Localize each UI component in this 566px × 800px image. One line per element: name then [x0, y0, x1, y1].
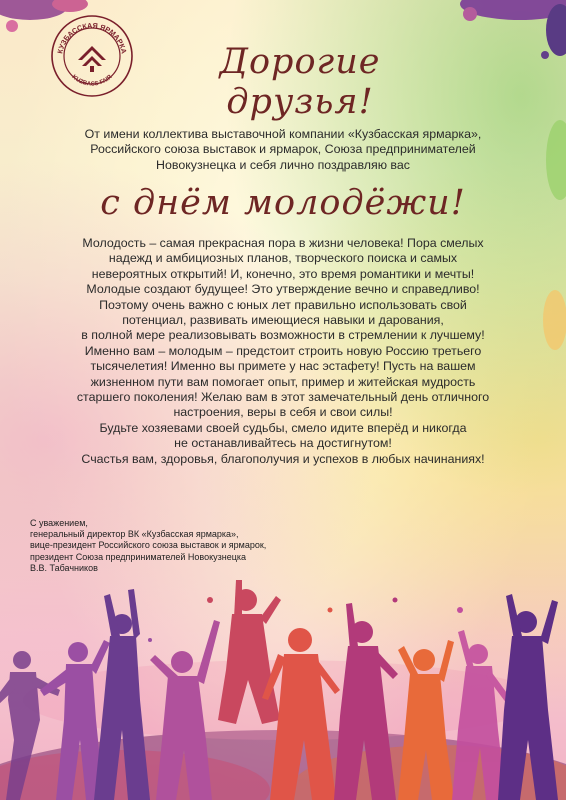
holiday-title: с днём молодёжи!: [100, 183, 466, 223]
body-line: Молодость – самая прекрасная пора в жизни человека! Пора смелых: [82, 236, 484, 250]
body-line: надежд и амбициозных планов, творческого поиска и самых: [108, 251, 458, 266]
intro-line: Российского союза выставок и ярмарок, Союза предпринимателей: [90, 142, 476, 157]
body-line: в полной мере реализовывать возможности в стремлении к лучшему!: [81, 328, 485, 343]
svg-text:KUZBASS FAIR: [71, 74, 114, 88]
intro-line: Новокузнецка и себя лично поздравляю вас: [156, 157, 410, 172]
body-line: тысячелетия! Именно вы примете у нас эстафету! Пусть на вашем: [90, 359, 476, 374]
intro-line: От имени коллектива выставочной компании «Кузбасская ярмарка»,: [84, 127, 482, 141]
signature-block: [30, 518, 266, 574]
body-line: Поэтому очень важно с юных лет правильно использовать свой: [99, 297, 467, 312]
body-line: Молодые создают будущее! Это утверждение вечно и справедливо!: [86, 282, 480, 297]
signature-line: президент Союза предпринимателей Новокузнецка: [30, 551, 247, 562]
body-paragraph: [0, 236, 566, 467]
body-line: Именно вам – молодым – предстоит строить новую Россию третьего: [84, 343, 482, 358]
body-line: старшего поколения! Желаю вам в этот замечательный день отличного: [76, 390, 490, 405]
logo-bottom-text: KUZBASS FAIR: [70, 74, 114, 88]
kuzbass-fair-logo-icon: [78, 46, 106, 72]
logo-arc-text: КУЗБАССКАЯ ЯРМАРКА: [55, 20, 129, 55]
body-line: невероятных открытий! И, конечно, это время романтики и мечты!: [91, 266, 475, 281]
body-line: не останавливайтесь на достигнутом!: [174, 436, 392, 451]
dancing-people-silhouettes: [0, 580, 558, 800]
paint-splash-top-right: [460, 0, 566, 59]
signature-line: С уважением,: [30, 518, 88, 528]
body-line: потенциал, развивать имеющиеся навыки и дарования,: [122, 313, 444, 328]
greeting-title: Дорогие друзья!: [219, 42, 381, 122]
body-line: Счастья вам, здоровья, благополучия и успехов в любых начинаниях!: [81, 451, 485, 466]
intro-paragraph: [0, 127, 566, 173]
kuzbass-fair-logo: [50, 14, 134, 98]
signature-line: вице-президент Российского союза выставок и ярмарок,: [30, 540, 267, 551]
body-line: жизненном пути вам помогает опыт, пример и житейская мудрость: [90, 374, 476, 389]
signature-line: В.В. Табачников: [30, 562, 98, 573]
body-line: настроения, веры в себя и свои силы!: [173, 405, 393, 420]
body-line: Будьте хозяевами своей судьбы, смело идите вперёд и никогда: [99, 420, 467, 435]
signature-line: генеральный директор ВК «Кузбасская ярмарка»,: [30, 529, 239, 540]
paint-splash-bottom: [0, 660, 566, 800]
